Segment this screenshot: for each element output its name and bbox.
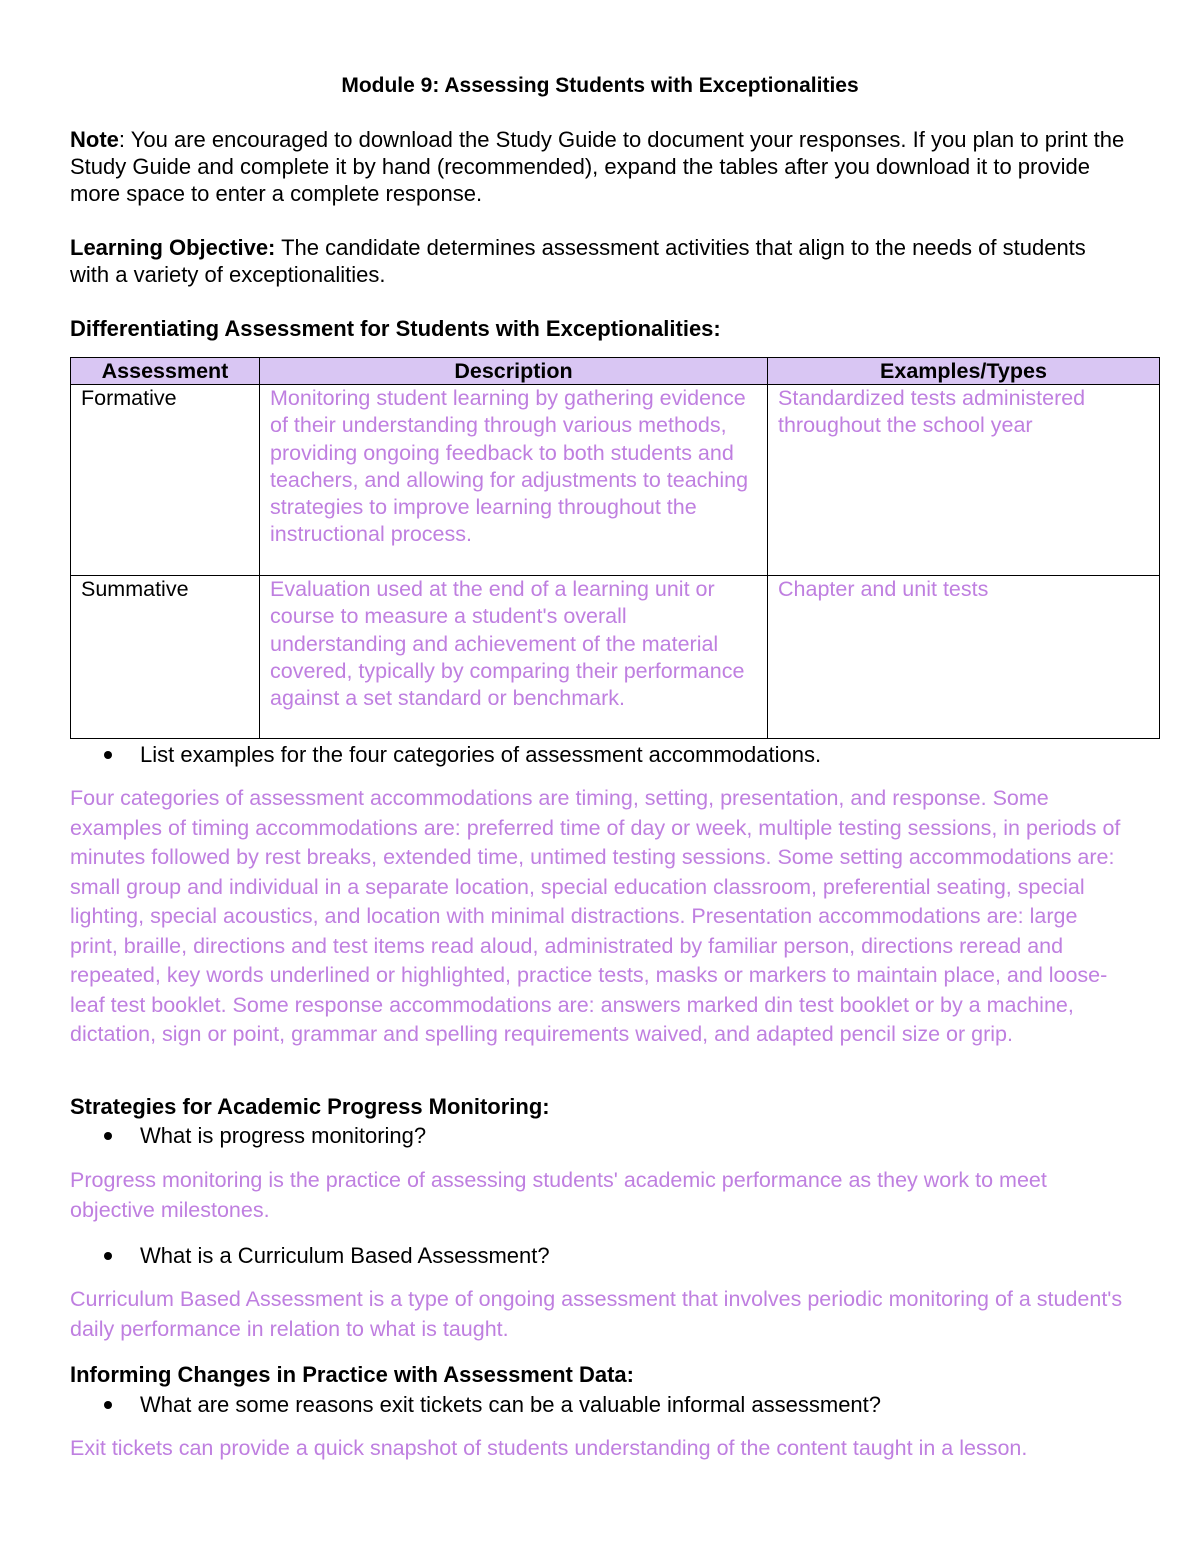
question-text: List examples for the four categories of assessment accommodations. bbox=[140, 742, 822, 767]
cell-examples: Chapter and unit tests bbox=[768, 576, 1160, 739]
bullet-icon bbox=[104, 1401, 112, 1409]
section-heading-progress-monitoring: Strategies for Academic Progress Monitoring: bbox=[70, 1094, 550, 1119]
answer-accommodations: Four categories of assessment accommodations are timing, setting, presentation, and response. Some examples of timing accommodations are: preferred time of day or week, multiple testing sessions, in periods of minutes followed by rest breaks, extended time, untimed testing sessions. Some setting accommodations are: small group and individual in a separate location, special education classroom, preferential seating, special lighting, special acoustics, and location with minimal distractions. Presentation accommodations are: large print, braille, directions and test items read aloud, administrated by familiar person, directions reread and repeated, key words underlined or highlighted, practice tests, masks or markers to maintain place, and loose-leaf test booklet. Some response accommodations are: answers marked din test booklet or by a machine, dictation, sign or point, grammar and spelling requirements waived, and adapted pencil size or grip. bbox=[70, 786, 1121, 1046]
note-paragraph bbox=[70, 126, 1128, 207]
answer-exit-tickets: Exit tickets can provide a quick snapshot of students understanding of the content taught in a lesson. bbox=[70, 1436, 1028, 1460]
question-text: What are some reasons exit tickets can be a valuable informal assessment? bbox=[140, 1392, 882, 1417]
cell-assessment: Summative bbox=[71, 576, 260, 739]
bullet-icon bbox=[104, 751, 112, 759]
question-text: What is a Curriculum Based Assessment? bbox=[140, 1243, 550, 1268]
cell-description: Evaluation used at the end of a learning unit or course to measure a student's overall understanding and achievement of the material covered, typically by comparing their performance against a set standard or benchmark. bbox=[260, 576, 768, 739]
question-text: What is progress monitoring? bbox=[140, 1123, 427, 1148]
column-header-description: Description bbox=[260, 358, 768, 385]
note-label: Note bbox=[70, 127, 119, 152]
bullet-icon bbox=[104, 1252, 112, 1260]
bullet-icon bbox=[104, 1132, 112, 1140]
table-row bbox=[71, 576, 1160, 739]
objective-text: The candidate determines assessment activities that align to the needs of students with a variety of exceptionalities. bbox=[70, 235, 1086, 287]
assessment-table bbox=[70, 357, 1160, 739]
answer-curriculum-based-assessment: Curriculum Based Assessment is a type of ongoing assessment that involves periodic monitoring of a student's daily performance in relation to what is taught. bbox=[70, 1287, 1123, 1341]
answer-progress-monitoring: Progress monitoring is the practice of assessing students' academic performance as they work to meet objective milestones. bbox=[70, 1168, 1047, 1222]
column-header-examples: Examples/Types bbox=[768, 358, 1160, 385]
note-text: : You are encouraged to download the Study Guide to document your responses. If you plan to print the Study Guide and complete it by hand (recommended), expand the tables after you download it to provide more space to enter a complete response. bbox=[70, 127, 1125, 206]
page-title: Module 9: Assessing Students with Exceptionalities bbox=[341, 74, 859, 97]
section-heading-differentiating: Differentiating Assessment for Students with Exceptionalities: bbox=[70, 316, 721, 341]
cell-examples: Standardized tests administered throughout the school year bbox=[768, 385, 1160, 576]
table-row bbox=[71, 385, 1160, 576]
section-heading-informing-changes: Informing Changes in Practice with Assessment Data: bbox=[70, 1362, 634, 1387]
table-header-row bbox=[71, 358, 1160, 385]
column-header-assessment: Assessment bbox=[71, 358, 260, 385]
objective-label: Learning Objective: bbox=[70, 235, 276, 260]
cell-description: Monitoring student learning by gathering evidence of their understanding through various methods, providing ongoing feedback to both students and teachers, and allowing for adjustments to teaching strategies to improve learning throughout the instructional process. bbox=[260, 385, 768, 576]
cell-assessment: Formative bbox=[71, 385, 260, 576]
objective-paragraph bbox=[70, 234, 1128, 288]
